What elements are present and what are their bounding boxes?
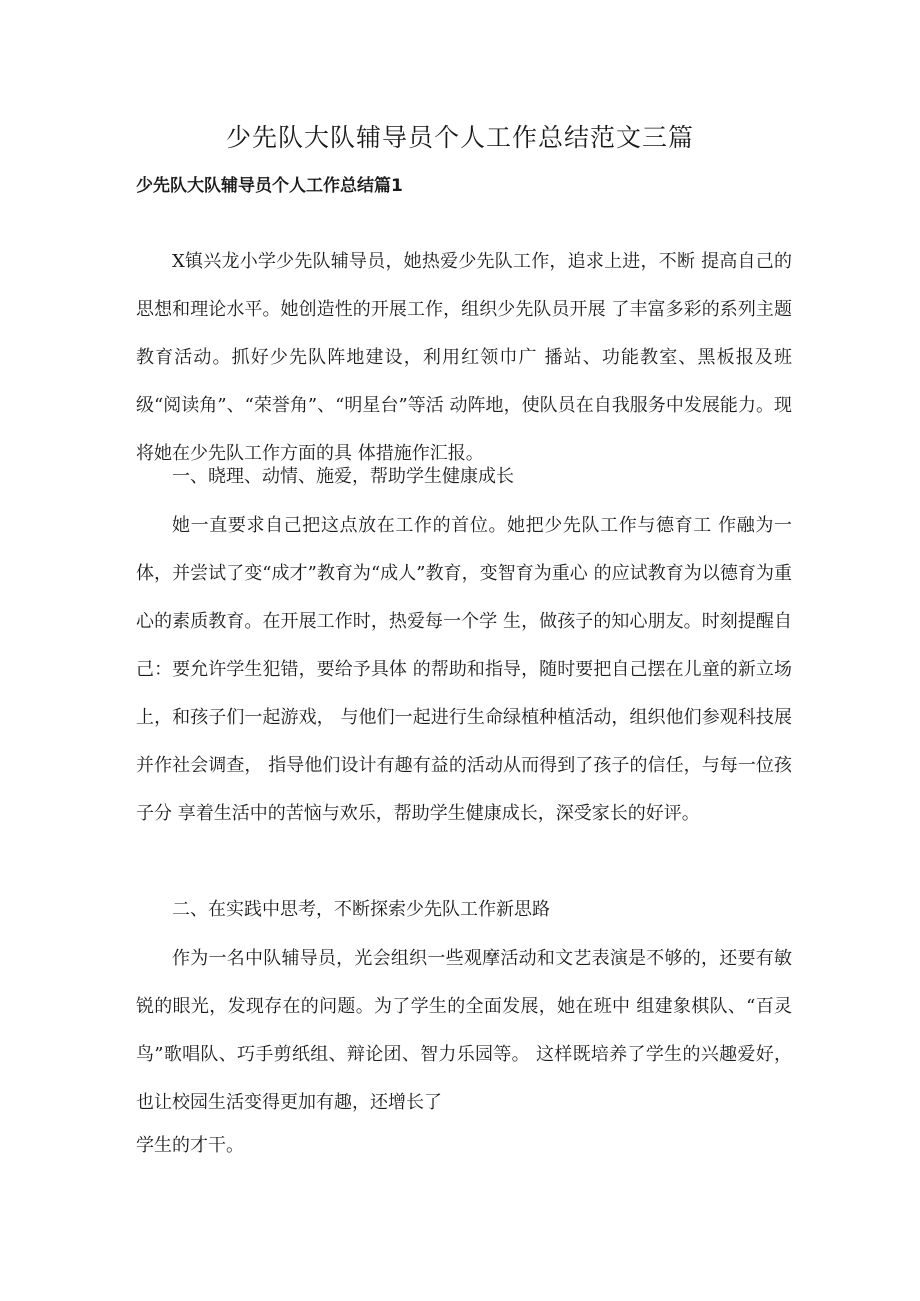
section-two-text: 作为一名中队辅导员，光会组织一些观摩活动和文艺表演是不够的，还要有敏锐的眼光，发现存在的问题。为了学生的全面发展，她在班中 组建象棋队、“百灵鸟”歌唱队、巧手剪纸组、辩论团、智力乐园等。 这样既培养了学生的兴趣爱好，也让校园生活变得更加有趣，还增长了 [136, 948, 792, 1113]
section-two-paragraph [136, 935, 792, 1165]
subheading-one: 一、晓理、动情、施爱，帮助学生健康成长 [172, 466, 514, 487]
intro-paragraph: X镇兴龙小学少先队辅导员，她热爱少先队工作，追求上进，不断 提高自己的思想和理论水平。她创造性的开展工作，组织少先队员开展 了丰富多彩的系列主题教育活动。抓好少先队阵地建设，利用红领巾广 播站、功能教室、黑板报及班级“阅读角”、“荣誉角”、“明星台”等活 动阵地，使队员在自我服务中发展能力。现将她在少先队工作方面的具 体措施作汇报。 [136, 251, 792, 464]
document-title: 少先队大队辅导员个人工作总结范文三篇 [225, 123, 694, 152]
section-heading: 少先队大队辅导员个人工作总结篇1 [136, 176, 403, 196]
section-one-paragraph: 她一直要求自己把这点放在工作的首位。她把少先队工作与德育工 作融为一体，并尝试了变“成才”教育为“成人”教育，变智育为重心 的应试教育为以德育为重心的素质教育。在开展工作时，热爱每一个学 生，做孩子的知心朋友。时刻提醒自己：要允许学生犯错，要给予具体 的帮助和指导，随时要把自己摆在儿童的新立场上，和孩子们一起游戏， 与他们一起进行生命绿植种植活动，组织他们参观科技展并作社会调查， 指导他们设计有趣有益的活动从而得到了孩子的信任，与每一位孩子分 享着生活中的苦恼与欢乐，帮助学生健康成长，深受家长的好评。 [136, 515, 792, 824]
subheading-two: 二、在实践中思考，不断探索少先队工作新思路 [172, 899, 550, 920]
section-two-tail: 学生的才干。 [136, 1135, 244, 1156]
